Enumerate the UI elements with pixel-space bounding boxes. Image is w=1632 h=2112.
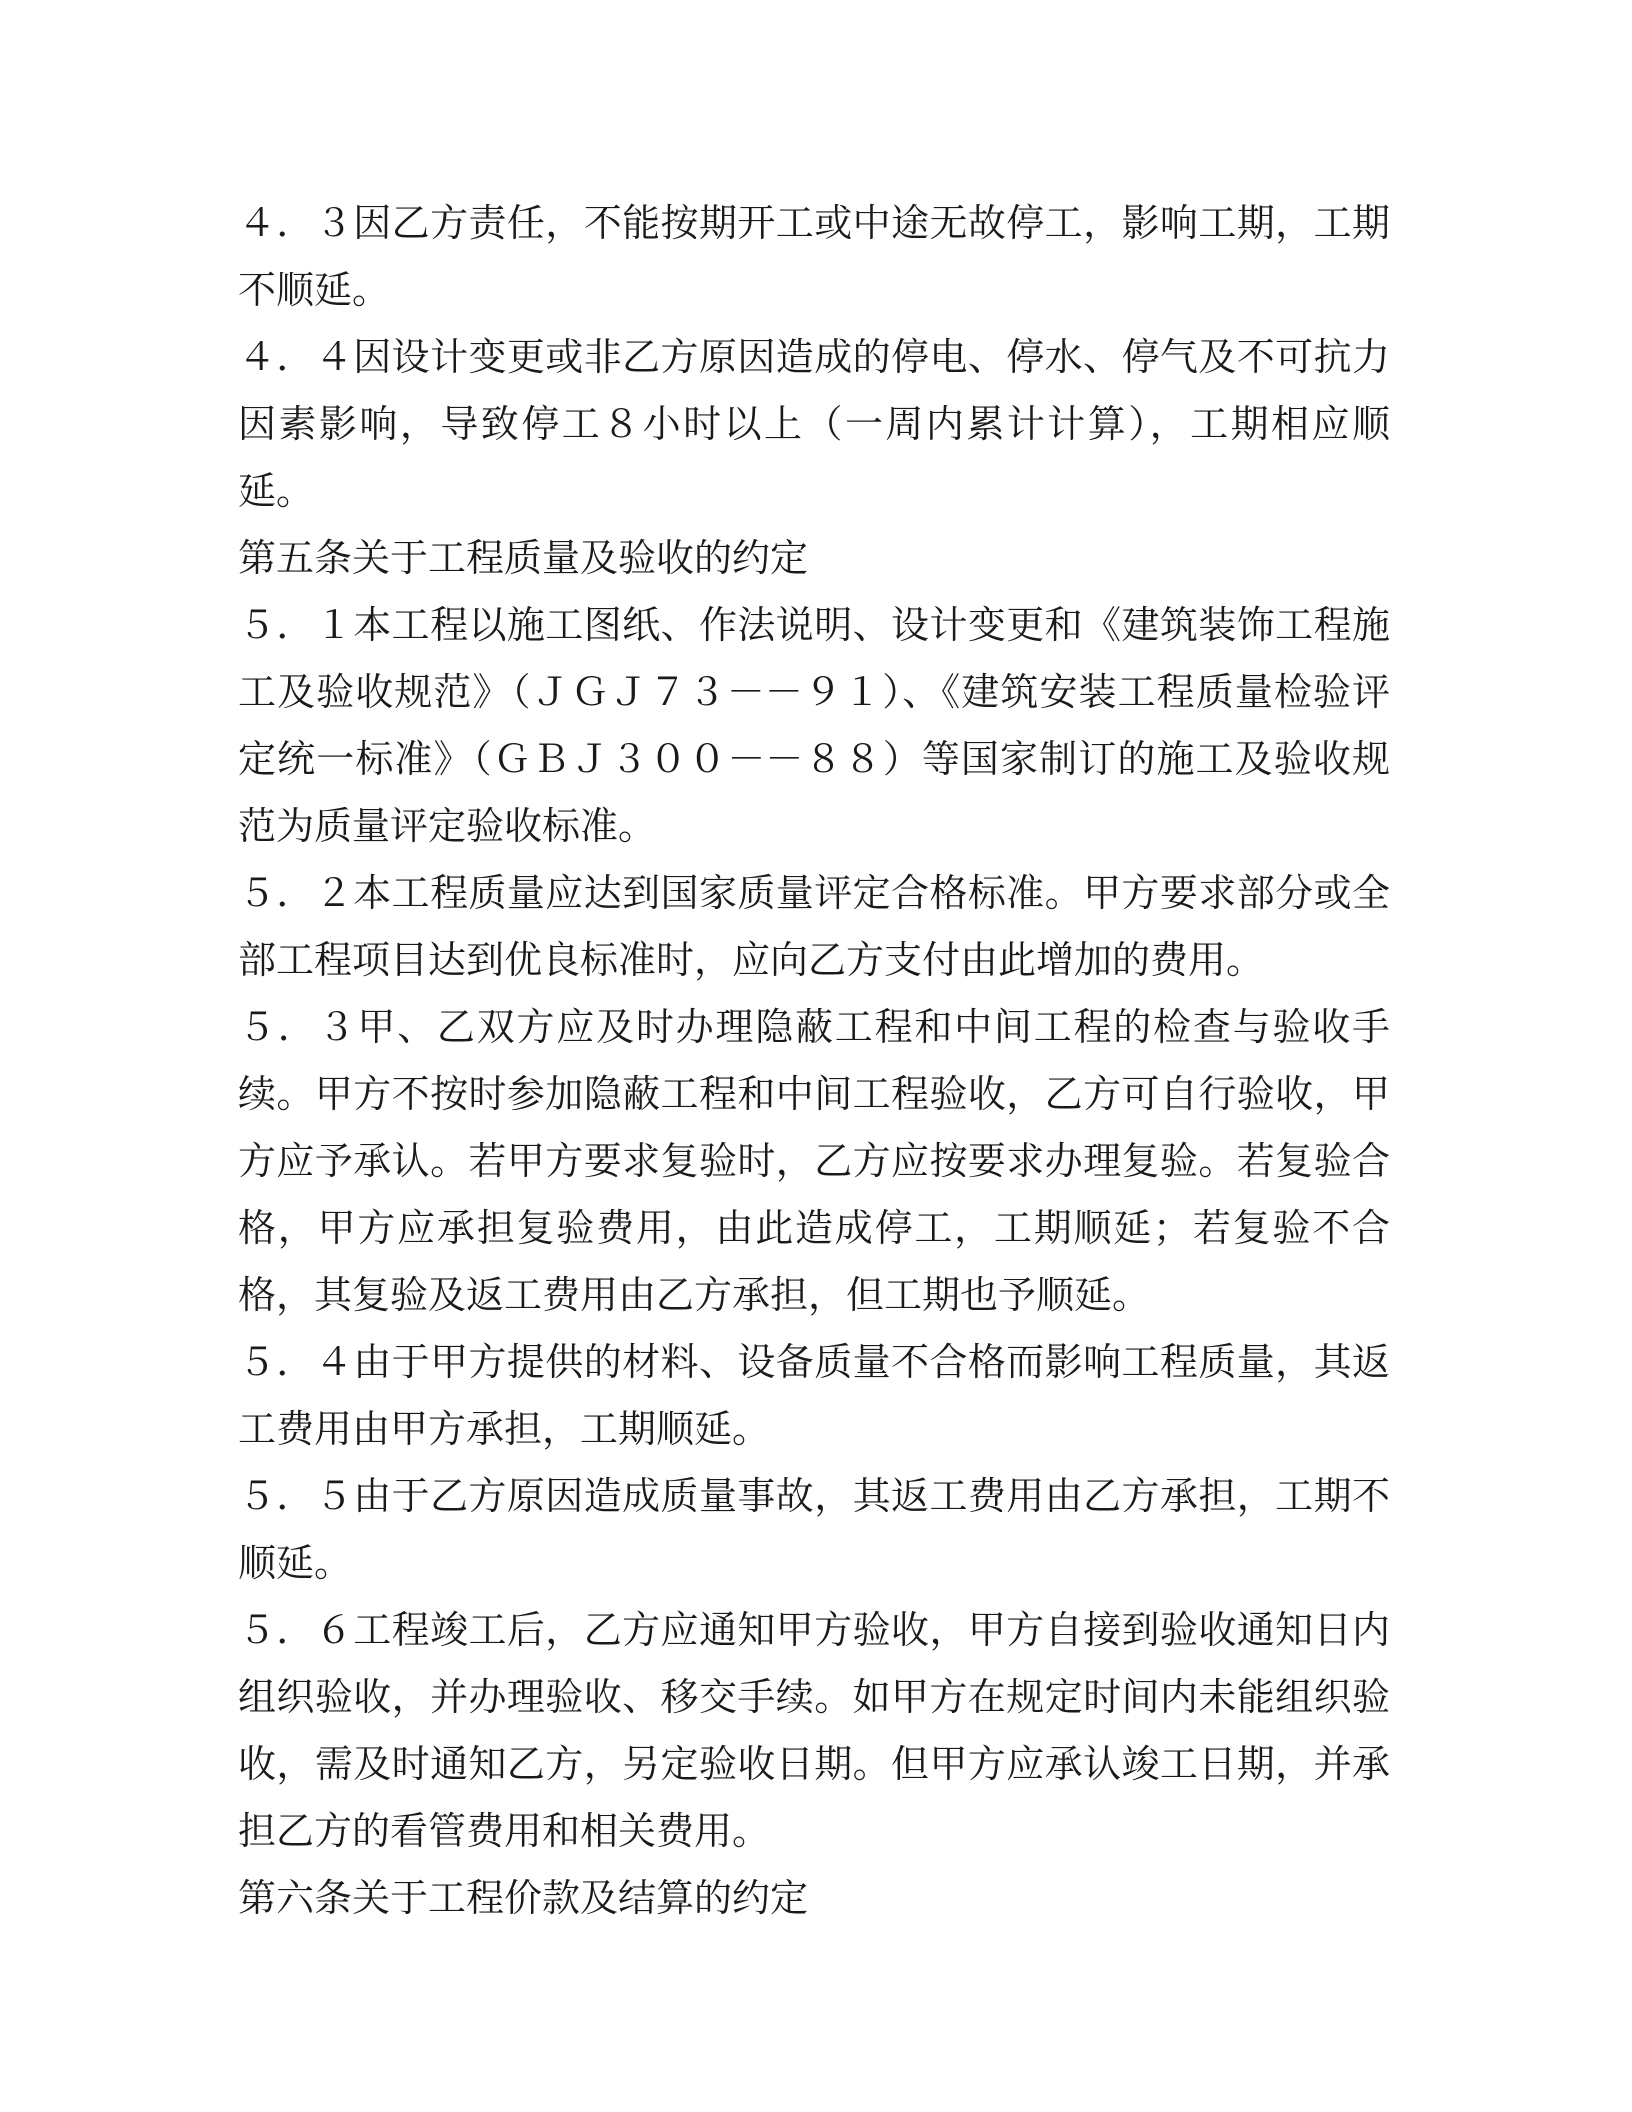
- document-body: [238, 190, 1390, 1932]
- clause-5-6: ５．６工程竣工后，乙方应通知甲方验收，甲方自接到验收通知日内组织验收，并办理验收、移交手续。如甲方在规定时间内未能组织验收，需及时通知乙方，另定验收日期。但甲方应承认竣工日期，并承担乙方的看管费用和相关费用。: [238, 1608, 1390, 1853]
- clause-4-3: ４．３因乙方责任，不能按期开工或中途无故停工，影响工期，工期不顺延。: [238, 201, 1390, 312]
- clause-4-4: ４．４因设计变更或非乙方原因造成的停电、停水、停气及不可抗力因素影响，导致停工８小时以上（一周内累计计算），工期相应顺延。: [238, 335, 1390, 513]
- article-6-heading: 第六条关于工程价款及结算的约定: [238, 1876, 809, 1920]
- clause-5-2: ５．２本工程质量应达到国家质量评定合格标准。甲方要求部分或全部工程项目达到优良标准时，应向乙方支付由此增加的费用。: [238, 871, 1390, 982]
- clause-5-5: ５．５由于乙方原因造成质量事故，其返工费用由乙方承担，工期不顺延。: [238, 1474, 1390, 1585]
- clause-5-1: ５．１本工程以施工图纸、作法说明、设计变更和《建筑装饰工程施工及验收规范》（ＪＧＪ７３－－９１）、《建筑安装工程质量检验评定统一标准》（ＧＢＪ３００－－８８）等国家制订的施工及验收规范为质量评定验收标准。: [238, 603, 1390, 848]
- clause-5-4: ５．４由于甲方提供的材料、设备质量不合格而影响工程质量，其返工费用由甲方承担，工期顺延。: [238, 1340, 1390, 1451]
- article-5-heading: 第五条关于工程质量及验收的约定: [238, 536, 809, 580]
- clause-5-3: ５．３甲、乙双方应及时办理隐蔽工程和中间工程的检查与验收手续。甲方不按时参加隐蔽工程和中间工程验收，乙方可自行验收，甲方应予承认。若甲方要求复验时，乙方应按要求办理复验。若复验合格，甲方应承担复验费用，由此造成停工，工期顺延；若复验不合格，其复验及返工费用由乙方承担，但工期也予顺延。: [238, 1005, 1390, 1317]
